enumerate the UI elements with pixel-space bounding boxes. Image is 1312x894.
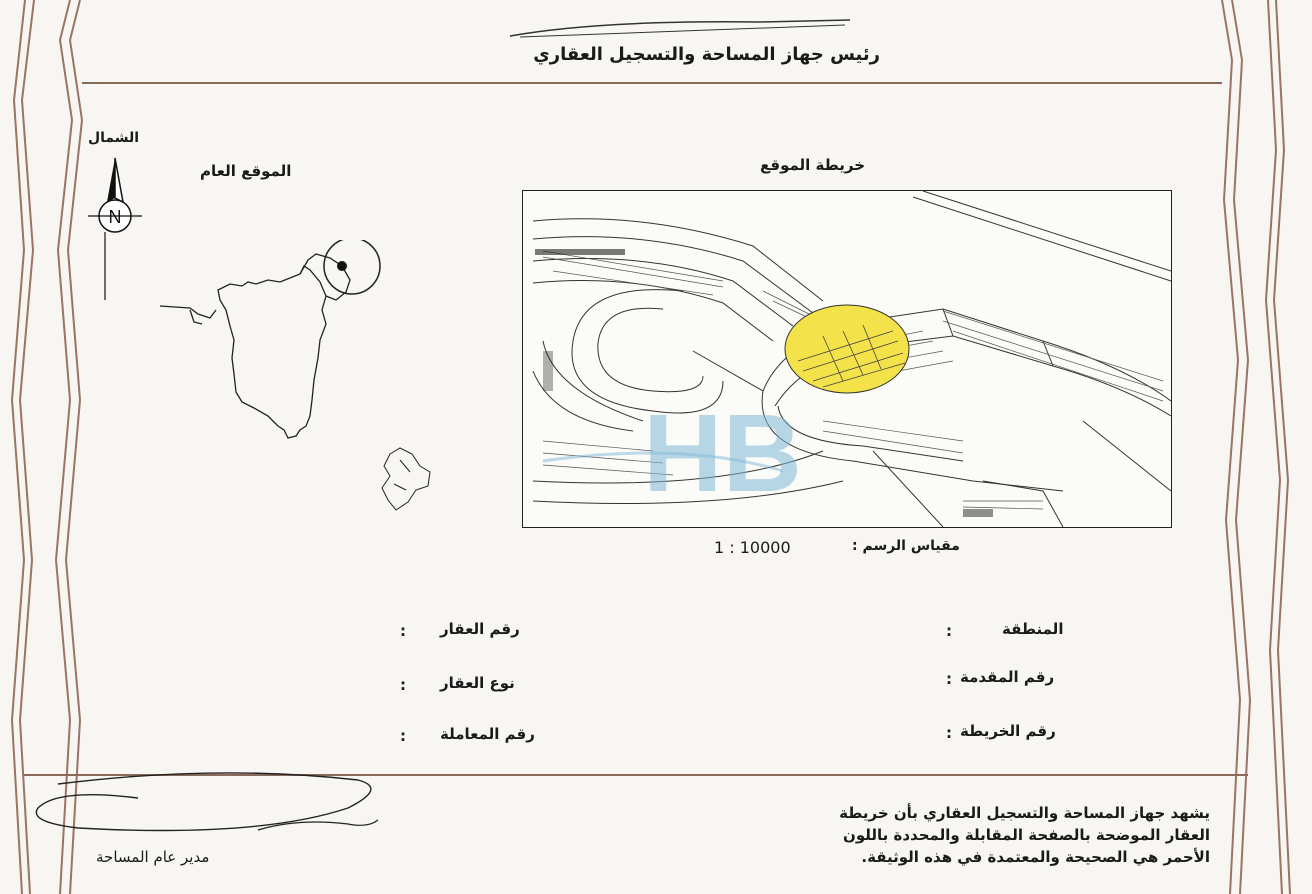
scale-value: 1 : 10000 [714,538,791,557]
map-number-colon: : [946,724,952,742]
area-colon: : [946,622,952,640]
watermark-logo: HB [643,392,802,515]
site-plan-drawing [523,191,1171,527]
transaction-number-colon: : [400,727,406,745]
site-map-label: خريطة الموقع [760,156,866,174]
area-label: المنطقة [1002,620,1064,638]
property-type-colon: : [400,676,406,694]
header-divider [82,82,1222,84]
signature-title: مدير عام المساحة [96,848,210,866]
block-label: رقم المقدمة [960,668,1055,686]
property-number-label: رقم العقار [440,620,520,638]
property-type-label: نوع العقار [440,674,515,692]
bahrain-outline-map [150,240,450,530]
signature-mark [18,768,398,848]
transaction-number-label: رقم المعاملة [440,725,535,743]
north-arrow-icon [80,120,160,310]
north-letter: N [108,207,122,227]
general-location-label: الموقع العام [200,162,292,180]
certification-line-1: يشهد جهاز المساحة والتسجيل العقاري بأن خريطة [839,804,1210,822]
property-number-colon: : [400,622,406,640]
north-label: الشمال [88,130,140,146]
certification-line-3: الأحمر هي الصحيحة والمعتمدة في هذه الوثيقة. [861,848,1210,866]
certification-line-2: العقار الموضحة بالصفحة المقابلة والمحددة باللون [843,826,1210,844]
map-number-label: رقم الخريطة [960,722,1056,740]
block-colon: : [946,670,952,688]
header-title: رئيس جهاز المساحة والتسجيل العقاري [533,44,880,65]
site-map [522,190,1172,528]
scale-label: مقياس الرسم : [852,538,960,554]
